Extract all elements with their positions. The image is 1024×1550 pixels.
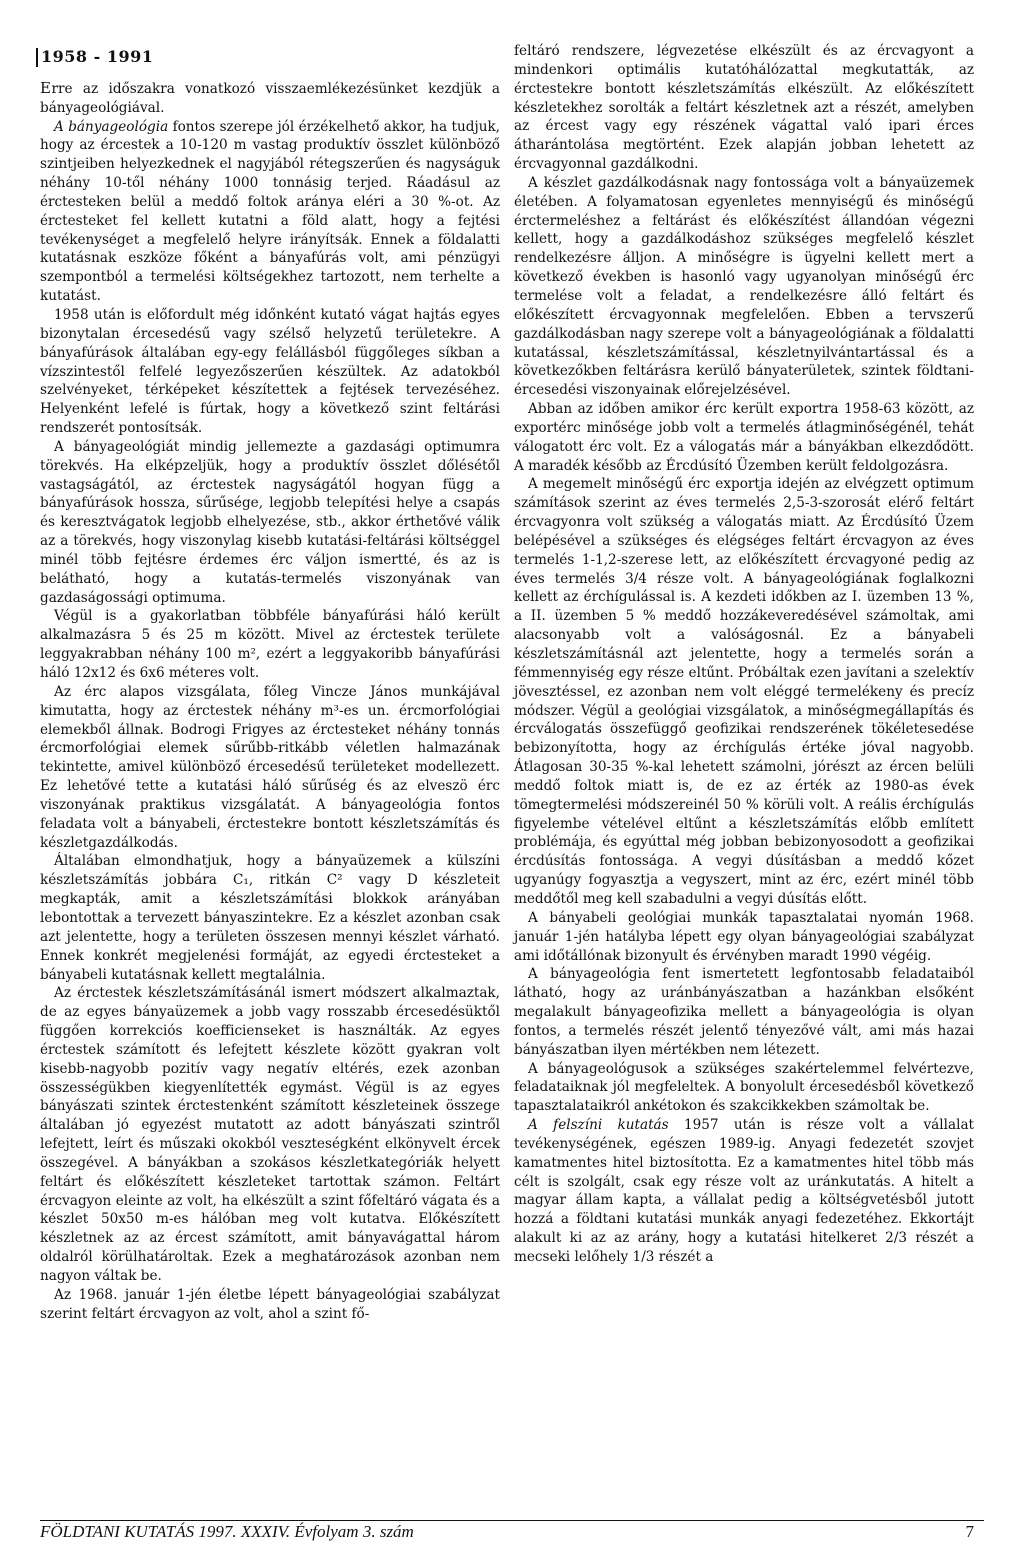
paragraph: Általában elmondhatjuk, hogy a bányaüzemek a külszíni készletszámítás jobbára C₁, ritkán C² vagy D készleteit megkapták, amit a készletszámítási blokkok arányában lebontottak a tervezett bányaszintekre. Ez a készlet azonban csak azt jelentette, hogy a területen összesen mennyi készlet várható. Ennek konkrét megjelenési formáját, az egyedi érctesteket a bányabeli kutatásnak kellett megtalálnia. [40, 853, 500, 983]
paragraph: Az érc alapos vizsgálata, főleg Vincze János munkájával kimutatta, hogy az érctestek néhány m³-es un. ércmorfológiai elemekből állnak. Bodrogi Frigyes az érctesteket néhány tonnás ércmorfológiai elemek sűrűbb-ritkább véletlen halmazának tekintette, amivel különböző ércesedésű területeket modellezett. Ez lehetővé tette a kutatási háló sűrűség és az elveszö érc viszonyának praktikus vizsgálatát. A bányageológia fontos feladata volt a bányabeli, érctestekre bontott készletszámítás és készletgazdálkodás. [40, 683, 500, 851]
section-heading: 1958 - 1991 [36, 48, 500, 67]
paragraph: Az 1968. január 1-jén életbe lépett bányageológiai szabályzat szerint feltárt ércvagyon az volt, ahol a szint fő- [40, 1286, 500, 1322]
paragraph-text: fontos szerepe jól érzékelhető akkor, ha tudjuk, hogy az ércestek a 10-120 m vastag produktív összlet különböző szintjeiben helyezkednek el nagyjából rétegszerűen és nagyságuk néhány 10-től néhány 1000 tonnásig terjed. Ráadásul az érctesteken belül a meddő foltok aránya eléri a 30 %-ot. Az érctesteket fel kellett kutatni a föld alatt, hogy a fejtési tevékenységet a megfelelő helyre irányítsák. Ennek a földalatti kutatásnak eszköze főként a bányafúrás volt, ami pénzügyi szempontból a termelési költségekhez tartozott, nem terhelte a kutatást. [40, 118, 501, 305]
paragraph: A bányageológia fent ismertetett legfontosabb feladataiból látható, hogy az uránbányászatban a hazánkban elsőként megalakult bányageofizika mellett a bányageológia is olyan fontos, a termelés részét jelentő tényezővé vált, ami más hazai bányászatban ilyen mértékben nem létezett. [514, 966, 974, 1058]
paragraph: A bányabeli geológiai munkák tapasztalatai nyomán 1968. január 1-jén hatályba lépett egy olyan bányageológiai szabályzat ami időtállónak bizonyult és érvényben maradt 1990 végéig. [514, 909, 974, 964]
paragraph: Abban az időben amikor érc került exportra 1958-63 között, az exportérc minősége jobb volt a termelés átlagminőségénél, tehát válogatott érc volt. Ez a válogatás már a bányákban elkezdődött. A maradék később az Ércdúsító Üzemben került feldolgozásra. [514, 401, 974, 474]
paragraph: A megemelt minőségű érc exportja idején az elvégzett optimum számítások szerint az éves termelés 2,5-3-szorosát elérő feltárt ércvagyonra volt szükség a válogatás miatt. Az Ércdúsító Üzem belépésével a szükséges és elégséges feltárt ércvagyon az éves termelés 1-1,2-szerese lett, az előkészített ércvagyoné pedig az éves termelés 3/4 része volt. A bányageológiának foglalkozni kellett az érchígulással is. A kezdeti időkben az I. üzemben 13 %, a II. üzemben 5 % meddő hozzákeveredésével számoltak, ami alacsonyabb volt a valóságosnál. Ez a bányabeli készletszámításnál azt jelentette, hogy a termelés során a fémmennyiség egy része eltűnt. Próbáltak ezen javítani a szelektív jövesztéssel, ez azonban nem volt eléggé termelékeny és precíz módszer. Végül a geológiai vizsgálatok, a minőségmegállapítás és ércválogatás összefüggő geofizikai rendszerének tökéletesedése bebizonyította, hogy az érchígulás értéke jóval nagyobb. Átlagosan 30-35 %-kal lehetett számolni, jórészt az ércen belüli meddő foltok miatt is, de ez az érték az 1980-as évek tömegtermelési módszereinél 50 % körüli volt. A reális érchígulás figyelembe vételével eltűnt a készletszámítás előbb említett problémája, és egyúttal még jobban bebizonyosodott a geofizikai ércdúsítás fontossága. A vegyi dúsításban a meddő kőzet ugyanúgy fogyasztja a vegyszert, mint az érc, ezért minél több meddőtől meg kell szabadulni a vegyi dúsítás előtt. [514, 476, 974, 907]
term-felszíni-kutatás: A felszíni kutatás [528, 1117, 669, 1134]
journal-title: FÖLDTANI KUTATÁS 1997. XXXIV. Évfolyam 3. szám [40, 1522, 414, 1541]
page-footer [40, 1522, 984, 1542]
drop-letter: E [40, 78, 52, 97]
paragraph: A bányageológiát mindig jellemezte a gazdasági optimumra törekvés. Ha elképzeljük, hogy a produktív összlet dőlésétől vastagságától, az érctestek nagyságától hogyan függ a bányafúrások hossza, sűrűsége, legjobb telepítési helye a csapás és keresztvágatok legjobb elhelyezése, stb., akkor érthetővé válik az a törekvés, hogy viszonylag kisebb kutatási-feltárási költséggel minél több fejtésre érdemes érc váljon ismertté, és az is belátható, hogy a kutatás-termelés viszonyának van gazdaságossági optimuma. [40, 438, 500, 606]
paragraph: Végül is a gyakorlatban többféle bányafúrási háló került alkalmazásra 5 és 25 m között. Mivel az érctestek területe leggyakrabban néhány 100 m², ezért a leggyakoribb bányafúrási háló 12x12 és 6x6 méteres volt. [40, 608, 500, 681]
right-column [514, 42, 974, 1267]
paragraph-bányageológia [40, 118, 500, 306]
intro-paragraph [40, 79, 500, 118]
paragraph-felszíni-kutatás [514, 1116, 974, 1267]
paragraph-text: 1957 után is része volt a vállalat tevékenységének, egészen 1989-ig. Anyagi fedezetét szovjet kamatmentes hitel biztosította. Ez a kamatmentes hitel több más célt is szolgált, csak egy része volt az uránkutatás. A hitelt a magyar állam kapta, a vállalat pedig a költségvetésből jutott hozzá a földtani kutatási munkák anyagi fedezetéhez. Ekkortájt alakult ki az az arány, hogy a kutatási hitelkeret 2/3 részét a mecseki lelőhely 1/3 részét a [514, 1117, 975, 1265]
paragraph: A bányageológusok a szükséges szakértelemmel felvértezve, feladataiknak jól megfeleltek. A bonyolult ércesedésből következő tapasztalataikról ankétokon és szakcikkekben számoltak be. [514, 1060, 974, 1115]
paragraph: A készlet gazdálkodásnak nagy fontossága volt a bányaüzemek életében. A folyamatosan egyenletes mennyiségű és minőségű érctermeléshez a feltárást és előkészítést állandóan végezni kellett, hogy a gazdálkodáshoz szükséges megfelelő készlet rendelkezésre álljon. A minőségre is ügyelni kellett mert a következő években is hasonló vagy ugyanolyan minőségű érc termelése volt a feladat, a rendelkezésre álló feltárt és előkészített ércvagyonnak megfelelően. Ebben a tervszerű gazdálkodásban nagy szerepe volt a bányageológiának a földalatti kutatással, készletszámítással, készletnyilvántartással és a következőkben feltárásra kerülő bányaterületek, szintek földtani-ércesedési viszonyainak előrejelzésével. [514, 174, 974, 399]
intro-text: rre az időszakra vonatkozó visszaemlékezésünket kezdjük a bányageológiával. [40, 80, 500, 116]
paragraph: 1958 után is előfordult még időnként kutató vágat hajtás egyes bizonytalan ércesedésű vagy szélső helyzetű területekre. A bányafúrások általában egy-egy felállásból függőleges síkban a vízszintestől felfelé legyezőszerűen készültek. Az adatokból szelvényeket, térképeket készítettek a fejtések tervezéséhez. Helyenként lefelé is fúrtak, hogy a következő szint feltárási rendszerét pontosítsák. [40, 306, 500, 437]
footer-rule [40, 1520, 984, 1521]
left-column [40, 48, 500, 1324]
paragraph: Az érctestek készletszámításánál ismert módszert alkalmaztak, de az egyes bányaüzemek a jobb vagy rosszabb ércesedésüktől függően korrekciós koefficienseket is használták. Az egyes érctestek számított és lefejtett készlete között gyakran volt kisebb-nagyobb pozitív vagy negatív eltérés, ezek azonban összességükben kiegyenlítették egymást. Végül is az egyes bányászati szintek érctestenként számított készleteinek összege általában jó egyezést mutatott az adott bányászati szintről lefejtett, leírt és műszaki okokból veszteségként elkönyvelt ércek összegével. A bányákban a szokásos készletkategóriák helyett feltárt és előkészített készleteket tartottak számon. Feltárt ércvagyon eleinte az volt, ha elkészült a szint főfeltáró vágata és a készlet 50x50 m-es hálóban meg volt kutatva. Előkészített készletnek az az ércest számított, amit bányavágattal három oldalról körülhatároltak. Ezek a meghatározások azonban nem nagyon váltak be. [40, 985, 500, 1284]
page-number: 7 [965, 1522, 974, 1541]
term-bányageológia: A bányageológia [54, 118, 169, 135]
paragraph: feltáró rendszere, légvezetése elkészült és az ércvagyont a mindenkori optimális kutatóhálózattal megkutatták, az érctestekre bontott készletszámítás elkészült. Az előkészített készletekhez sorolták a feltárt készletnek azt a részét, amelyben az ércest vagy egy részének vágattal való ipari érces átharántolása megtörtént. Ezek alapján jobban lehetett az ércvagyonnal gazdálkodni. [514, 43, 974, 173]
